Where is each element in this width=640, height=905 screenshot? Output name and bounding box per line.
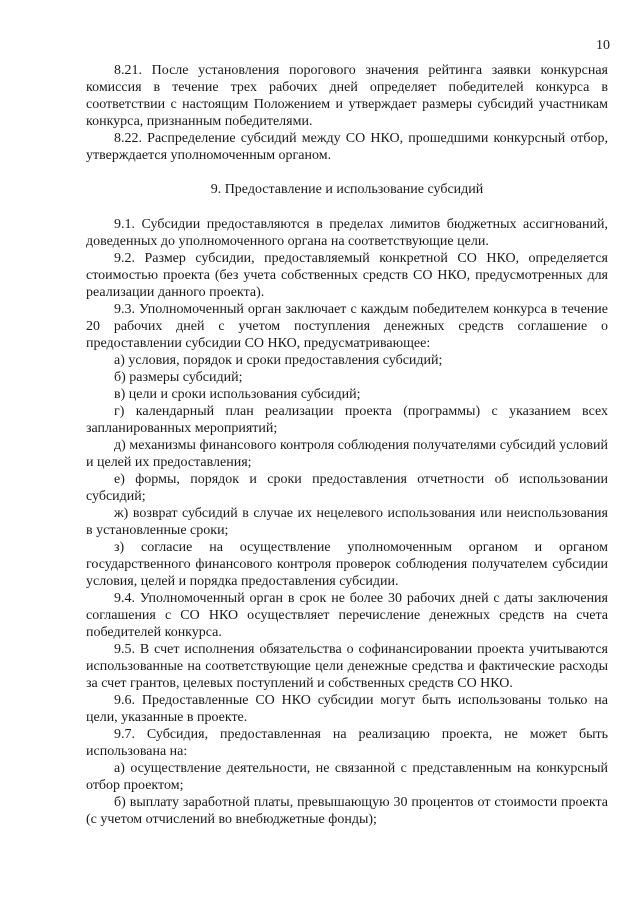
- paragraph-8-21: 8.21. После установления порогового значения рейтинга заявки конкурсная комиссия в течение трех рабочих дней определяет победителей конкурса в соответствии с настоящим Положением и утверждает размеры субсидий участникам конкурса, признанным победителями.: [86, 63, 608, 129]
- paragraph-9-6: 9.6. Предоставленные СО НКО субсидии могут быть использованы только на цели, указанные в проекте.: [86, 693, 608, 725]
- list-item-a: а) условия, порядок и сроки предоставления субсидий;: [114, 353, 443, 368]
- paragraph-8-22: 8.22. Распределение субсидий между СО НКО, прошедшими конкурсный отбор, утверждается уполномоченным органом.: [86, 131, 608, 163]
- list-item-e: е) формы, порядок и сроки предоставления отчетности об использовании субсидий;: [86, 472, 608, 504]
- paragraph-9-5: 9.5. В счет исполнения обязательства о софинансировании проекта учитываются использованные на соответствующие цели денежные средства и фактические расходы за счет грантов, целевых поступлений и собственных средств СО НКО.: [86, 642, 608, 691]
- paragraph-9-3: 9.3. Уполномоченный орган заключает с каждым победителем конкурса в течение 20 рабочих дней с учетом поступления денежных средств соглашение о предоставлении субсидии СО НКО, предусматривающее:: [86, 302, 608, 351]
- paragraph-9-1: 9.1. Субсидии предоставляются в пределах лимитов бюджетных ассигнований, доведенных до уполномоченного органа на соответствующие цели.: [86, 217, 608, 249]
- list-item-d: д) механизмы финансового контроля соблюдения получателями субсидий условий и целей их предоставления;: [86, 438, 608, 470]
- list-item-9-7-a: а) осуществление деятельности, не связанной с представленным на конкурсный отбор проектом;: [86, 761, 608, 793]
- list-item-z: з) согласие на осуществление уполномоченным органом и органом государственного финансового контроля проверок соблюдения получателем субсидии условия, целей и порядка предоставления субсидии.: [86, 540, 608, 589]
- section-heading: 9. Предоставление и использование субсидий: [210, 182, 484, 197]
- document-body: [86, 62, 608, 828]
- paragraph-9-4: 9.4. Уполномоченный орган в срок не более 30 рабочих дней с даты заключения соглашения с СО НКО осуществляет перечисление денежных средств на счета победителей конкурса.: [86, 591, 608, 640]
- list-item-zh: ж) возврат субсидий в случае их нецелевого использования или неиспользования в установленные сроки;: [86, 506, 608, 538]
- page-number: 10: [596, 38, 610, 53]
- paragraph-9-7: 9.7. Субсидия, предоставленная на реализацию проекта, не может быть использована на:: [86, 727, 608, 759]
- list-item-v: в) цели и сроки использования субсидий;: [114, 387, 361, 402]
- list-item-9-7-b: б) выплату заработной платы, превышающую 30 процентов от стоимости проекта (с учетом отчислений во внебюджетные фонды);: [86, 795, 608, 827]
- list-item-g: г) календарный план реализации проекта (программы) с указанием всех запланированных мероприятий;: [86, 404, 608, 436]
- paragraph-9-2: 9.2. Размер субсидии, предоставляемый конкретной СО НКО, определяется стоимостью проекта (без учета собственных средств СО НКО, предусмотренных для реализации данного проекта).: [86, 251, 608, 300]
- list-item-b: б) размеры субсидий;: [114, 370, 243, 385]
